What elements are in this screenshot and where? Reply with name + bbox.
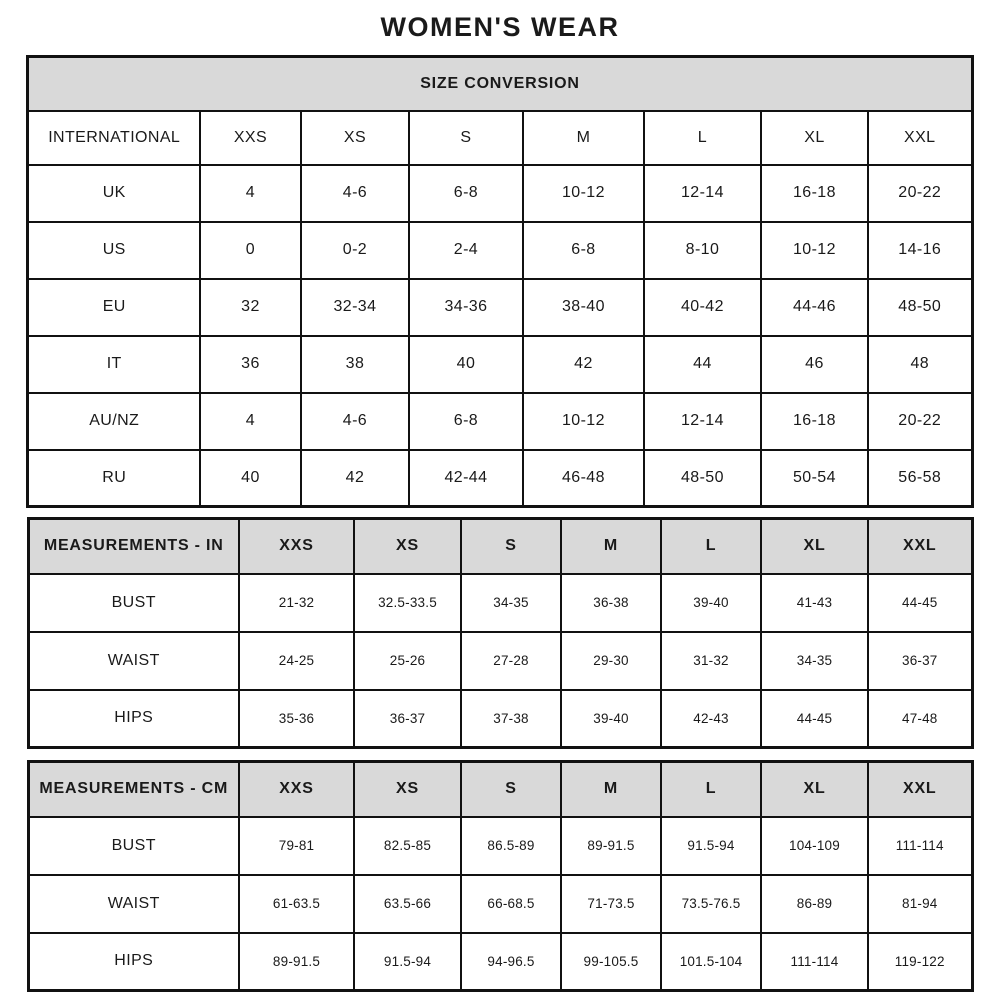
size-conversion-uk-m: 10-12 — [523, 165, 644, 222]
measurements-in-waist-l: 31-32 — [661, 632, 761, 690]
size-conversion-eu-xs: 32-34 — [301, 279, 409, 336]
measurements-cm-row-hips — [28, 933, 972, 991]
size-conversion-label-ru: RU — [28, 450, 200, 507]
measurements-in-waist-m: 29-30 — [561, 632, 661, 690]
measurements-cm-table — [27, 760, 974, 992]
size-conversion-eu-xxs: 32 — [200, 279, 301, 336]
size-conversion-ru-s: 42-44 — [409, 450, 523, 507]
size-conversion-us-xs: 0-2 — [301, 222, 409, 279]
measurements-cm-header-m: M — [561, 762, 661, 817]
size-conversion-header-xl: XL — [761, 111, 868, 165]
size-conversion-row-ru — [28, 450, 972, 507]
size-conversion-uk-l: 12-14 — [644, 165, 761, 222]
measurements-cm-waist-xs: 63.5-66 — [354, 875, 461, 933]
measurements-in-hips-xs: 36-37 — [354, 690, 461, 748]
measurements-cm-label-waist: WAIST — [28, 875, 239, 933]
size-conversion-ru-m: 46-48 — [523, 450, 644, 507]
measurements-in-hips-xxl: 47-48 — [868, 690, 972, 748]
measurements-in-label-hips: HIPS — [28, 690, 239, 748]
measurements-cm-header-xs: XS — [354, 762, 461, 817]
size-conversion-it-m: 42 — [523, 336, 644, 393]
measurements-in-table — [27, 517, 974, 749]
page-title: WOMEN'S WEAR — [380, 12, 620, 42]
measurements-cm-bust-l: 91.5-94 — [661, 817, 761, 875]
measurements-in-label-bust: BUST — [28, 574, 239, 632]
measurements-cm-bust-s: 86.5-89 — [461, 817, 561, 875]
measurements-in-header-measurements-in: MEASUREMENTS - IN — [28, 519, 239, 574]
size-conversion-us-s: 2-4 — [409, 222, 523, 279]
measurements-in-header-s: S — [461, 519, 561, 574]
size-conversion-label-it: IT — [28, 336, 200, 393]
measurements-cm-hips-l: 101.5-104 — [661, 933, 761, 991]
size-conversion-ru-xs: 42 — [301, 450, 409, 507]
measurements-in-row-hips — [28, 690, 972, 748]
size-conversion-uk-s: 6-8 — [409, 165, 523, 222]
size-conversion-uk-xl: 16-18 — [761, 165, 868, 222]
measurements-cm-waist-xxs: 61-63.5 — [239, 875, 354, 933]
size-conversion-row-uk — [28, 165, 972, 222]
measurements-in-hips-m: 39-40 — [561, 690, 661, 748]
measurements-cm-bust-xxs: 79-81 — [239, 817, 354, 875]
size-conversion-header-international: INTERNATIONAL — [28, 111, 200, 165]
measurements-cm-hips-s: 94-96.5 — [461, 933, 561, 991]
size-conversion-ru-l: 48-50 — [644, 450, 761, 507]
measurements-in-header-xl: XL — [761, 519, 868, 574]
measurements-in-bust-xxl: 44-45 — [868, 574, 972, 632]
measurements-cm-hips-m: 99-105.5 — [561, 933, 661, 991]
size-conversion-au-nz-xs: 4-6 — [301, 393, 409, 450]
size-conversion-label-uk: UK — [28, 165, 200, 222]
measurements-in-bust-xl: 41-43 — [761, 574, 868, 632]
size-conversion-row-us — [28, 222, 972, 279]
measurements-in-bust-xs: 32.5-33.5 — [354, 574, 461, 632]
measurements-in-waist-xl: 34-35 — [761, 632, 868, 690]
measurements-in-row-bust — [28, 574, 972, 632]
measurements-cm-waist-xxl: 81-94 — [868, 875, 972, 933]
size-conversion-header-xxl: XXL — [868, 111, 972, 165]
measurements-cm-bust-xxl: 111-114 — [868, 817, 972, 875]
size-conversion-header-m: M — [523, 111, 644, 165]
size-conversion-label-eu: EU — [28, 279, 200, 336]
size-conversion-us-xxs: 0 — [200, 222, 301, 279]
size-conversion-header-xs: XS — [301, 111, 409, 165]
measurements-in-bust-s: 34-35 — [461, 574, 561, 632]
measurements-in-header-xxs: XXS — [239, 519, 354, 574]
measurements-in-hips-xxs: 35-36 — [239, 690, 354, 748]
measurements-cm-row-bust — [28, 817, 972, 875]
size-conversion-it-xs: 38 — [301, 336, 409, 393]
size-conversion-us-xxl: 14-16 — [868, 222, 972, 279]
size-conversion-eu-xl: 44-46 — [761, 279, 868, 336]
measurements-in-waist-s: 27-28 — [461, 632, 561, 690]
measurements-in-header-m: M — [561, 519, 661, 574]
size-conversion-table — [26, 55, 973, 508]
size-conversion-banner-row — [28, 57, 972, 111]
size-conversion-uk-xs: 4-6 — [301, 165, 409, 222]
measurements-cm-header-xxl: XXL — [868, 762, 972, 817]
measurements-in-hips-l: 42-43 — [661, 690, 761, 748]
measurements-cm-header-s: S — [461, 762, 561, 817]
size-conversion-eu-l: 40-42 — [644, 279, 761, 336]
measurements-in-hips-xl: 44-45 — [761, 690, 868, 748]
size-conversion-au-nz-m: 10-12 — [523, 393, 644, 450]
size-conversion-it-xxl: 48 — [868, 336, 972, 393]
measurements-in-bust-m: 36-38 — [561, 574, 661, 632]
size-conversion-it-l: 44 — [644, 336, 761, 393]
size-conversion-it-xxs: 36 — [200, 336, 301, 393]
measurements-cm-bust-xl: 104-109 — [761, 817, 868, 875]
measurements-cm-header-xl: XL — [761, 762, 868, 817]
measurements-in-waist-xxs: 24-25 — [239, 632, 354, 690]
size-conversion-au-nz-s: 6-8 — [409, 393, 523, 450]
size-conversion-us-m: 6-8 — [523, 222, 644, 279]
size-conversion-uk-xxs: 4 — [200, 165, 301, 222]
measurements-in-header-xxl: XXL — [868, 519, 972, 574]
measurements-cm-hips-xxs: 89-91.5 — [239, 933, 354, 991]
measurements-in-bust-xxs: 21-32 — [239, 574, 354, 632]
measurements-cm-waist-m: 71-73.5 — [561, 875, 661, 933]
size-conversion-it-xl: 46 — [761, 336, 868, 393]
measurements-in-waist-xxl: 36-37 — [868, 632, 972, 690]
measurements-in-header-xs: XS — [354, 519, 461, 574]
size-conversion-row-eu — [28, 279, 972, 336]
measurements-in-hips-s: 37-38 — [461, 690, 561, 748]
measurements-cm-header-measurements-cm: MEASUREMENTS - CM — [28, 762, 239, 817]
size-conversion-header-xxs: XXS — [200, 111, 301, 165]
measurements-cm-waist-l: 73.5-76.5 — [661, 875, 761, 933]
size-conversion-header-l: L — [644, 111, 761, 165]
measurements-cm-header-xxs: XXS — [239, 762, 354, 817]
measurements-in-row-waist — [28, 632, 972, 690]
size-conversion-us-xl: 10-12 — [761, 222, 868, 279]
size-conversion-us-l: 8-10 — [644, 222, 761, 279]
size-conversion-eu-xxl: 48-50 — [868, 279, 972, 336]
measurements-cm-hips-xxl: 119-122 — [868, 933, 972, 991]
measurements-in-header-row — [28, 519, 972, 574]
size-conversion-row-it — [28, 336, 972, 393]
measurements-in-bust-l: 39-40 — [661, 574, 761, 632]
measurements-cm-bust-xs: 82.5-85 — [354, 817, 461, 875]
measurements-in-waist-xs: 25-26 — [354, 632, 461, 690]
size-conversion-au-nz-xxs: 4 — [200, 393, 301, 450]
measurements-cm-label-hips: HIPS — [28, 933, 239, 991]
size-conversion-eu-m: 38-40 — [523, 279, 644, 336]
measurements-cm-bust-m: 89-91.5 — [561, 817, 661, 875]
size-conversion-header-row — [28, 111, 972, 165]
measurements-in-header-l: L — [661, 519, 761, 574]
size-conversion-header-s: S — [409, 111, 523, 165]
size-conversion-ru-xl: 50-54 — [761, 450, 868, 507]
measurements-in-label-waist: WAIST — [28, 632, 239, 690]
measurements-cm-waist-xl: 86-89 — [761, 875, 868, 933]
measurements-cm-header-l: L — [661, 762, 761, 817]
size-conversion-label-au-nz: AU/NZ — [28, 393, 200, 450]
measurements-cm-header-row — [28, 762, 972, 817]
measurements-cm-label-bust: BUST — [28, 817, 239, 875]
size-conversion-ru-xxl: 56-58 — [868, 450, 972, 507]
measurements-cm-hips-xs: 91.5-94 — [354, 933, 461, 991]
size-conversion-uk-xxl: 20-22 — [868, 165, 972, 222]
measurements-cm-row-waist — [28, 875, 972, 933]
size-conversion-au-nz-xl: 16-18 — [761, 393, 868, 450]
size-conversion-banner: SIZE CONVERSION — [28, 57, 972, 111]
size-conversion-label-us: US — [28, 222, 200, 279]
size-conversion-ru-xxs: 40 — [200, 450, 301, 507]
size-conversion-it-s: 40 — [409, 336, 523, 393]
measurements-cm-hips-xl: 111-114 — [761, 933, 868, 991]
size-conversion-eu-s: 34-36 — [409, 279, 523, 336]
size-conversion-au-nz-l: 12-14 — [644, 393, 761, 450]
measurements-cm-waist-s: 66-68.5 — [461, 875, 561, 933]
size-conversion-au-nz-xxl: 20-22 — [868, 393, 972, 450]
size-conversion-row-au-nz — [28, 393, 972, 450]
